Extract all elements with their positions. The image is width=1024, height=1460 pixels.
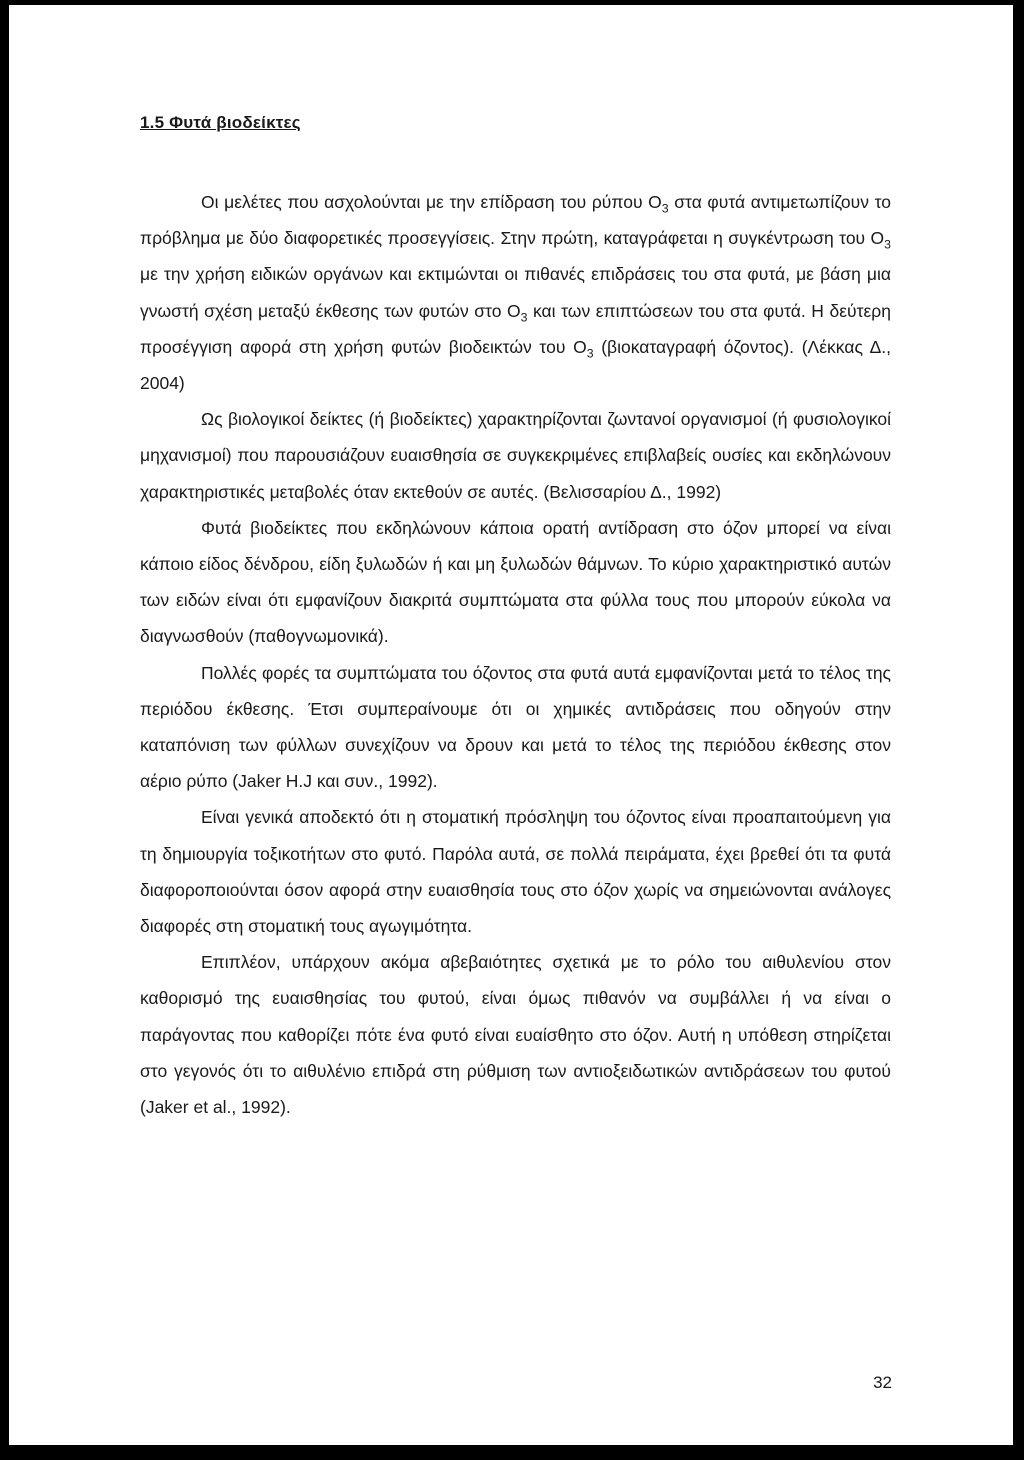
- section-heading: 1.5 Φυτά βιοδείκτες: [140, 113, 301, 132]
- document-body: [140, 184, 891, 1125]
- paragraph-indicator-plants: Φυτά βιοδείκτες που εκδηλώνουν κάποια ορατή αντίδραση στο όζον μπορεί να είναι κάποιο είδος δένδρου, είδη ξυλωδών ή και μη ξυλωδών θάμνων. Το κύριο χαρακτηριστικό αυτών των ειδών είναι ότι εμφανίζουν διακριτά συμπτώματα στα φύλλα τους που μπορούν εύκολα να διαγνωσθούν (παθογνωμονικά).: [140, 517, 891, 647]
- paragraph-stomatal-uptake: Είναι γενικά αποδεκτό ότι η στοματική πρόσληψη του όζοντος είναι προαπαιτούμενη για τη δημιουργία τοξικοτήτων στο φυτό. Παρόλα αυτά, σε πολλά πειράματα, έχει βρεθεί ότι τα φυτά διαφοροποιούνται όσον αφορά στην ευαισθησία τους στο όζον χωρίς να σημειώνονται ανάλογες διαφορές στη στοματική τους αγωγιμότητα.: [140, 807, 891, 937]
- document-page: [9, 5, 1013, 1445]
- paragraph-biological-indicators-definition: Ως βιολογικοί δείκτες (ή βιοδείκτες) χαρακτηρίζονται ζωντανοί οργανισμοί (ή φυσιολογικοί μηχανισμοί) που παρουσιάζουν ευαισθησία σε συγκεκριμένες επιβλαβείς ουσίες και εκδηλώνουν χαρακτηριστικές μεταβολές όταν εκτεθούν σε αυτές. (Βελισσαρίου Δ., 1992): [140, 409, 891, 502]
- paragraph-ethylene-role: Επιπλέον, υπάρχουν ακόμα αβεβαιότητες σχετικά με το ρόλο του αιθυλενίου στον καθορισμό της ευαισθησίας του φυτού, είναι όμως πιθανόν να συμβάλλει ή να είναι ο παράγοντας που καθορίζει πότε ένα φυτό είναι ευαίσθητο στο όζον. Αυτή η υπόθεση στηρίζεται στο γεγονός ότι το αιθυλένιο επιδρά στη ρύθμιση των αντιοξειδωτικών αντιδράσεων του φυτού (Jaker et al., 1992).: [140, 952, 891, 1118]
- paragraph-symptom-timing: Πολλές φορές τα συμπτώματα του όζοντος στα φυτά αυτά εμφανίζονται μετά το τέλος της περιόδου έκθεσης. Έτσι συμπεραίνουμε ότι οι χημικές αντιδράσεις που οδηγούν στην καταπόνιση των φύλλων συνεχίζουν να δρουν και μετά το τέλος της περιόδου έκθεσης στον αέριο ρύπο (Jaker H.J και συν., 1992).: [140, 662, 891, 792]
- page-number: 32: [873, 1373, 892, 1392]
- paragraph-ozone-study-approaches: Οι μελέτες που ασχολούνται με την επίδραση του ρύπου $O_3$ στα φυτά αντιμετωπίζουν το πρόβλημα με δύο διαφορετικές προσεγγίσεις. Στην πρώτη, καταγράφεται η συγκέντρωση του $O_3$ με την χρήση ειδικών οργάνων και εκτιμώνται οι πιθανές επιδράσεις του στα φυτά, με βάση μια γνωστή σχέση μεταξύ έκθεσης των φυτών στο $O_3$ και των επιπτώσεων του στα φυτά. Η δεύτερη προσέγγιση αφορά στη χρήση φυτών βιοδεικτών του $O_3$ (βιοκαταγραφή όζοντος). (Λέκκας Δ., 2004): [140, 192, 892, 394]
